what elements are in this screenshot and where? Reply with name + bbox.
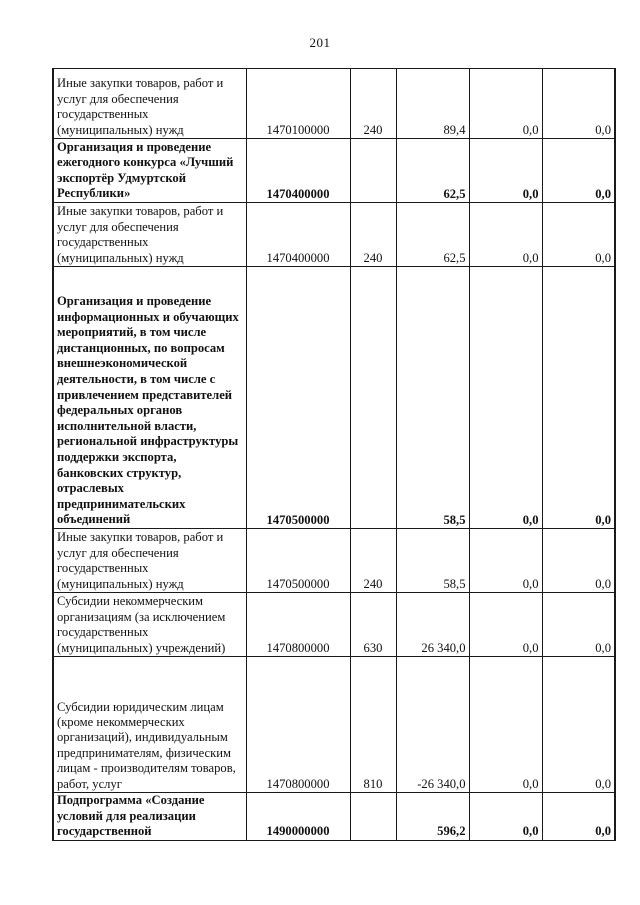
budget-item-name: Субсидии юридическим лицам (кроме некоммерческих организаций), индивидуальным предпринимателям, физическим лицам - производителям товаров, работ, услуг <box>53 657 246 793</box>
table-row <box>53 203 615 267</box>
amount-value-2: 0,0 <box>469 203 542 267</box>
amount-value: 596,2 <box>396 793 469 841</box>
amount-value: 26 340,0 <box>396 593 469 657</box>
table-row-section <box>53 139 615 203</box>
target-article-code: 1470400000 <box>246 139 350 203</box>
target-article-code: 1470400000 <box>246 203 350 267</box>
amount-value-3: 0,0 <box>542 593 615 657</box>
amount-value-3: 0,0 <box>542 267 615 529</box>
amount-value-2: 0,0 <box>469 529 542 593</box>
table-row-section <box>53 793 615 841</box>
amount-value: 89,4 <box>396 69 469 139</box>
expense-type-code <box>350 793 396 841</box>
target-article-code: 1470800000 <box>246 657 350 793</box>
amount-value-2: 0,0 <box>469 139 542 203</box>
amount-value-2: 0,0 <box>469 267 542 529</box>
amount-value-3: 0,0 <box>542 793 615 841</box>
amount-value: 62,5 <box>396 139 469 203</box>
amount-value-3: 0,0 <box>542 657 615 793</box>
budget-item-name: Иные закупки товаров, работ и услуг для обеспечения государственных (муниципальных) нужд <box>53 203 246 267</box>
expense-type-code: 240 <box>350 529 396 593</box>
amount-value: 58,5 <box>396 529 469 593</box>
budget-item-name: Подпрограмма «Создание условий для реализации государственной <box>53 793 246 841</box>
target-article-code: 1470500000 <box>246 267 350 529</box>
amount-value-3: 0,0 <box>542 69 615 139</box>
table-row <box>53 529 615 593</box>
amount-value-3: 0,0 <box>542 203 615 267</box>
amount-value-2: 0,0 <box>469 657 542 793</box>
amount-value-2: 0,0 <box>469 593 542 657</box>
budget-item-name: Субсидии некоммерческим организациям (за исключением государственных (муниципальных) учреждений) <box>53 593 246 657</box>
amount-value: 58,5 <box>396 267 469 529</box>
expense-type-code: 810 <box>350 657 396 793</box>
budget-item-name: Организация и проведение ежегодного конкурса «Лучший экспортёр Удмуртской Республики» <box>53 139 246 203</box>
budget-item-name: Иные закупки товаров, работ и услуг для обеспечения государственных (муниципальных) нужд <box>53 529 246 593</box>
amount-value-3: 0,0 <box>542 139 615 203</box>
amount-value: 62,5 <box>396 203 469 267</box>
target-article-code: 1490000000 <box>246 793 350 841</box>
expense-type-code: 630 <box>350 593 396 657</box>
target-article-code: 1470500000 <box>246 529 350 593</box>
table-row <box>53 593 615 657</box>
expense-type-code <box>350 139 396 203</box>
table-row-section <box>53 267 615 529</box>
page-number: 201 <box>309 35 331 50</box>
budget-table <box>52 68 616 841</box>
budget-item-name: Организация и проведение информационных и обучающих мероприятий, в том числе дистанционных, по вопросам внешнеэкономической деятельности, в том числе с привлечением представителей федеральных органов исполнительной власти, региональной инфраструктуры поддержки экспорта, банковских структур, отраслевых предпринимательских объединений <box>53 267 246 529</box>
target-article-code: 1470100000 <box>246 69 350 139</box>
expense-type-code: 240 <box>350 69 396 139</box>
expense-type-code <box>350 267 396 529</box>
table-row <box>53 69 615 139</box>
expense-type-code: 240 <box>350 203 396 267</box>
budget-item-name: Иные закупки товаров, работ и услуг для обеспечения государственных (муниципальных) нужд <box>53 69 246 139</box>
table-row <box>53 657 615 793</box>
target-article-code: 1470800000 <box>246 593 350 657</box>
amount-value-2: 0,0 <box>469 69 542 139</box>
amount-value-2: 0,0 <box>469 793 542 841</box>
amount-value: -26 340,0 <box>396 657 469 793</box>
amount-value-3: 0,0 <box>542 529 615 593</box>
